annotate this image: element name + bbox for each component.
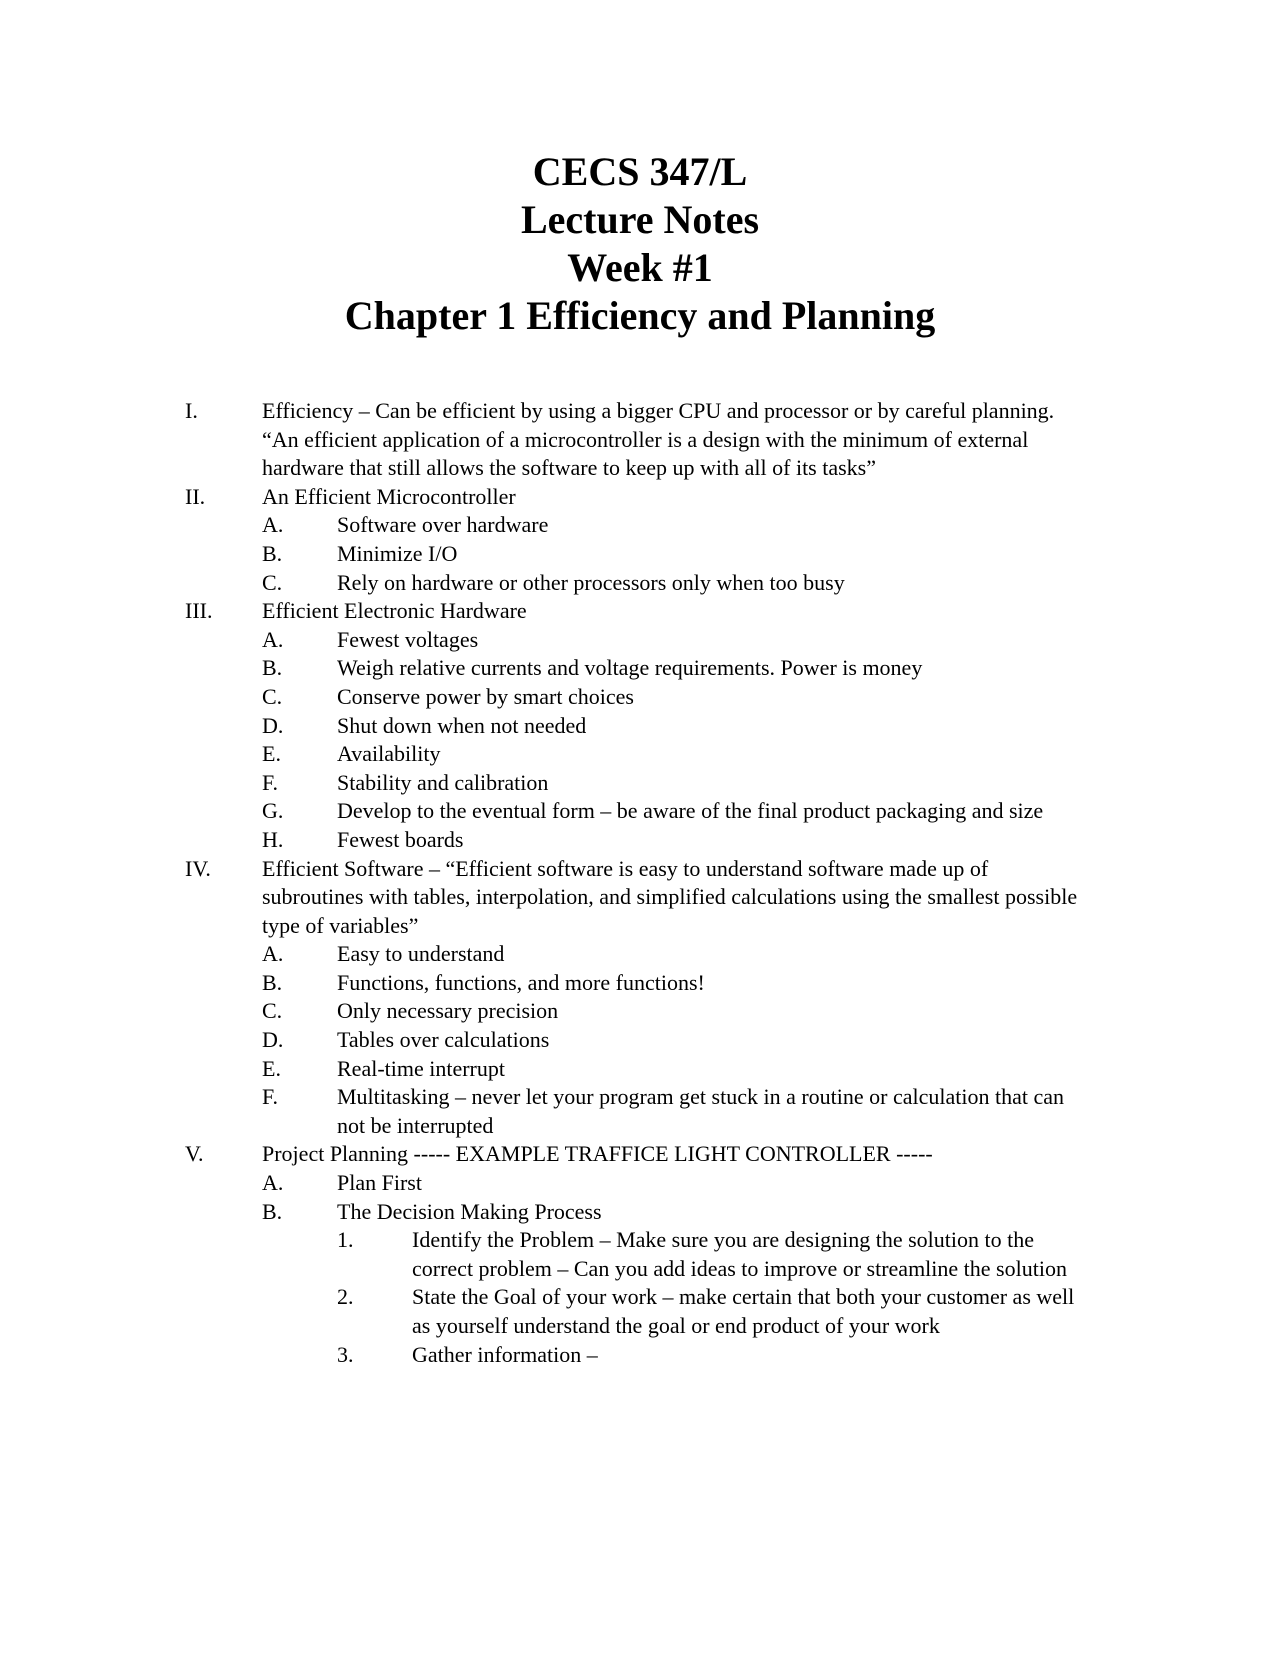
outline-item-level-2 [185, 997, 1085, 1026]
chapter-title: Chapter 1 Efficiency and Planning [344, 293, 936, 338]
outline-marker: D. [262, 1027, 284, 1053]
outline-marker: B. [262, 1198, 283, 1224]
outline-item-level-2 [185, 740, 1085, 769]
outline-text: An Efficient Microcontroller [262, 483, 516, 509]
outline-marker: F. [262, 769, 278, 795]
outline-text: Functions, functions, and more functions! [337, 969, 705, 995]
outline-item-level-1 [185, 597, 1085, 626]
course-code: CECS 347/L [532, 149, 748, 194]
outline-item-level-2 [185, 797, 1085, 826]
outline-text: The Decision Making Process [337, 1198, 602, 1224]
outline-marker: G. [262, 798, 284, 824]
lecture-outline [185, 397, 1085, 1369]
outline-marker: I. [185, 398, 198, 423]
outline-text: Shut down when not needed [337, 712, 587, 738]
outline-text: Software over hardware [337, 512, 549, 538]
outline-item-level-3 [185, 1283, 1085, 1340]
outline-text: Gather information – [412, 1341, 598, 1367]
outline-item-level-2 [185, 1198, 1085, 1227]
outline-item-level-2 [185, 769, 1085, 798]
outline-text: Fewest voltages [337, 626, 479, 652]
outline-item-level-2 [185, 1026, 1085, 1055]
outline-marker: C. [262, 998, 283, 1024]
outline-text: State the Goal of your work – make certain that both your customer as well as yourself understand the goal or end product of your work [412, 1284, 1075, 1338]
outline-marker: IV. [185, 855, 211, 881]
outline-item-level-1 [185, 397, 1085, 483]
outline-text: Fewest boards [337, 826, 464, 852]
outline-marker: B. [262, 969, 283, 995]
outline-marker: A. [262, 1170, 284, 1196]
outline-text: Easy to understand [337, 941, 505, 967]
outline-item-level-2 [185, 940, 1085, 969]
outline-item-level-1 [185, 1140, 1085, 1169]
outline-marker: II. [185, 483, 206, 509]
week-label: Week #1 [567, 245, 713, 290]
outline-item-level-2 [185, 654, 1085, 683]
outline-text: Minimize I/O [337, 540, 458, 566]
outline-item-level-2 [185, 569, 1085, 598]
outline-text: Real-time interrupt [337, 1055, 505, 1081]
outline-item-level-2 [185, 511, 1085, 540]
outline-marker: A. [262, 941, 284, 967]
outline-marker: 3. [337, 1341, 354, 1367]
outline-text: Only necessary precision [337, 998, 559, 1024]
outline-item-level-2 [185, 540, 1085, 569]
outline-text: Efficiency – Can be efficient by using a bigger CPU and processor or by careful planning. “An efficient application of a microcontroller is a design with the minimum of external hardware that still allows the software to keep up with all of its tasks” [262, 398, 1055, 481]
outline-marker: H. [262, 826, 284, 852]
outline-text: Tables over calculations [337, 1027, 550, 1053]
outline-item-level-2 [185, 826, 1085, 855]
outline-marker: B. [262, 540, 283, 566]
outline-marker: F. [262, 1084, 278, 1110]
document-title [0, 148, 1280, 340]
outline-marker: V. [185, 1141, 204, 1167]
outline-text: Availability [337, 741, 441, 767]
outline-item-level-3 [185, 1341, 1085, 1370]
outline-marker: III. [185, 598, 213, 624]
outline-item-level-1 [185, 483, 1085, 512]
outline-item-level-2 [185, 626, 1085, 655]
outline-text: Stability and calibration [337, 769, 549, 795]
outline-text: Efficient Electronic Hardware [262, 598, 527, 624]
outline-marker: A. [262, 512, 284, 538]
outline-text: Develop to the eventual form – be aware of the final product packaging and size [337, 798, 1044, 824]
outline-text: Identify the Problem – Make sure you are designing the solution to the correct problem – Can you add ideas to improve or streamline the solution [412, 1227, 1067, 1281]
outline-item-level-2 [185, 969, 1085, 998]
outline-item-level-2 [185, 1055, 1085, 1084]
outline-item-level-2 [185, 1169, 1085, 1198]
outline-item-level-2 [185, 1083, 1085, 1140]
outline-marker: C. [262, 683, 283, 709]
outline-marker: C. [262, 569, 283, 595]
outline-item-level-2 [185, 712, 1085, 741]
outline-marker: D. [262, 712, 284, 738]
outline-item-level-1 [185, 855, 1085, 941]
outline-text: Weigh relative currents and voltage requirements. Power is money [337, 655, 923, 681]
document-type: Lecture Notes [520, 197, 760, 242]
outline-text: Project Planning ----- EXAMPLE TRAFFICE LIGHT CONTROLLER ----- [262, 1141, 933, 1167]
outline-text: Multitasking – never let your program get stuck in a routine or calculation that can not be interrupted [337, 1084, 1065, 1138]
outline-text: Rely on hardware or other processors only when too busy [337, 569, 845, 595]
outline-marker: 2. [337, 1284, 354, 1310]
outline-marker: B. [262, 655, 283, 681]
outline-marker: E. [262, 741, 281, 767]
outline-item-level-3 [185, 1226, 1085, 1283]
outline-text: Efficient Software – “Efficient software is easy to understand software made up of subroutines with tables, interpolation, and simplified calculations using the smallest possible type of variables” [262, 855, 1078, 938]
outline-marker: E. [262, 1055, 281, 1081]
outline-marker: A. [262, 626, 284, 652]
outline-item-level-2 [185, 683, 1085, 712]
outline-text: Plan First [337, 1170, 422, 1196]
outline-text: Conserve power by smart choices [337, 683, 634, 709]
outline-marker: 1. [337, 1227, 354, 1253]
